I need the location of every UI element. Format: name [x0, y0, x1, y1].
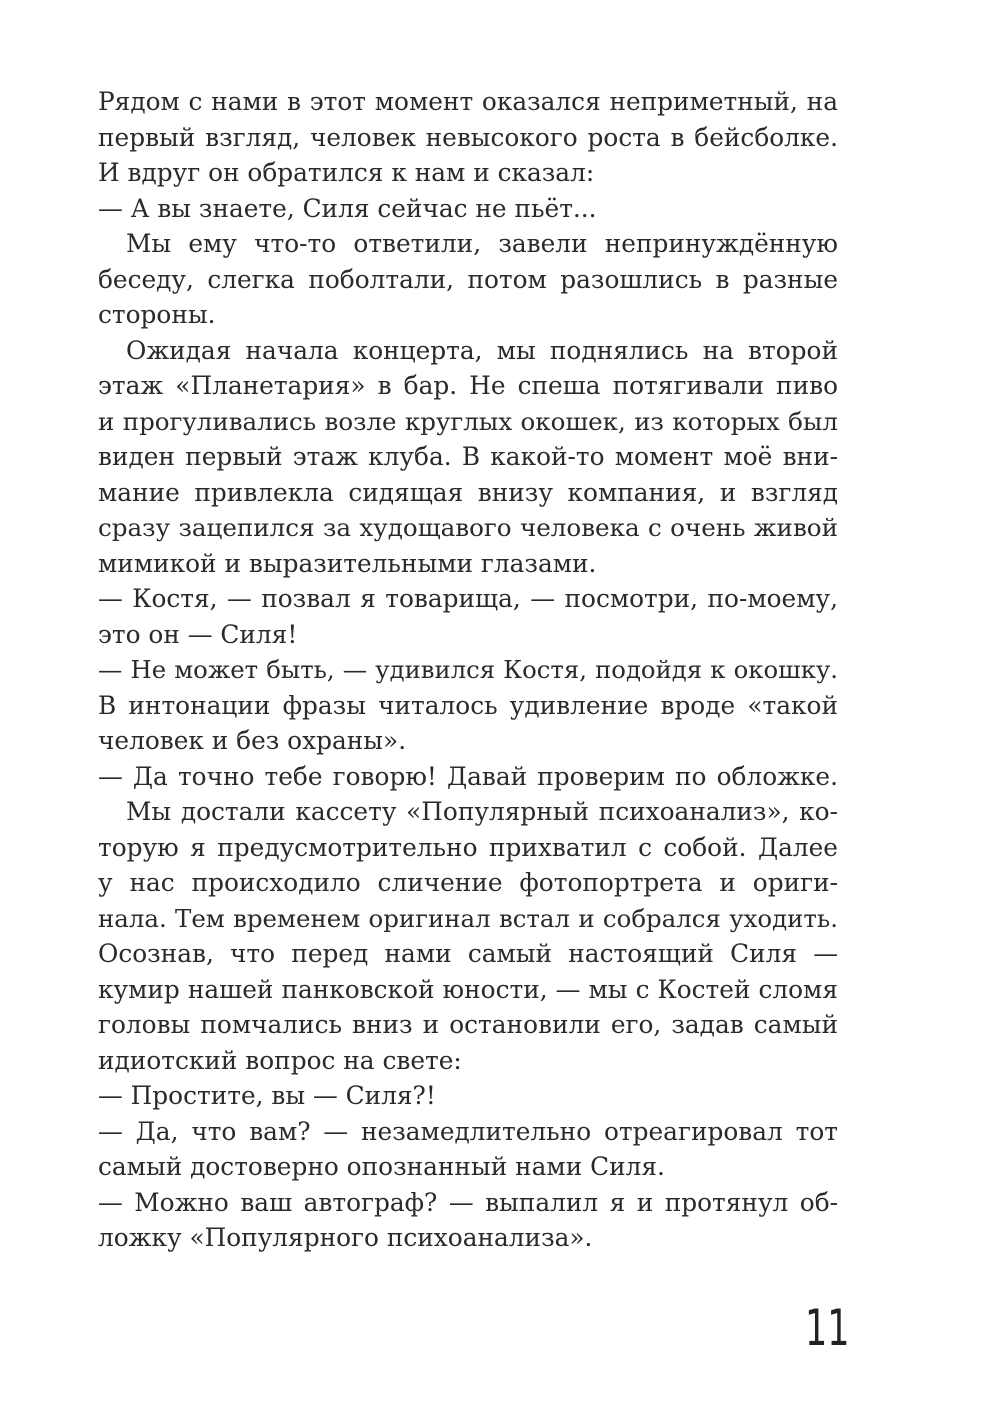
text-line: И вдруг он обратился к нам и сказал: [98, 158, 595, 187]
text-line: головы помчались вниз и остановили его, задав самый [98, 1010, 838, 1039]
text-line: человек и без охраны». [98, 726, 407, 755]
text-line: — А вы знаете, Силя сейчас не пьёт... [98, 193, 597, 223]
text-line: этаж «Планетария» в бар. Не спеша потягивали пиво [98, 371, 838, 400]
text-line: нала. Тем временем оригинал встал и собрался уходить. [98, 903, 838, 933]
text-line: первый взгляд, человек невысокого роста в бейсболке. [98, 122, 838, 152]
text-line: у нас происходило сличение фотопортрета и ориги- [98, 868, 838, 897]
text-line: мание привлекла сидящая внизу компания, и взгляд [98, 477, 838, 507]
text-line: кумир нашей панковской юности, — мы с Костей сломя [98, 974, 838, 1004]
text-line: Рядом с нами в этот момент оказался неприметный, на [98, 87, 838, 116]
text-line: и прогуливались возле круглых окошек, из которых был [98, 406, 838, 436]
text-line: В интонации фразы читалось удивление вроде «такой [98, 690, 838, 720]
text-line: Осознав, что перед нами самый настоящий Силя — [98, 939, 838, 968]
body-text [98, 84, 838, 1256]
text-line: это он — Силя! [98, 619, 298, 649]
text-line: — Не может быть, — удивился Костя, подойдя к окошку. [98, 655, 838, 684]
text-line: — Можно ваш автограф? — выпалил я и протянул об- [98, 1187, 838, 1217]
text-line: виден первый этаж клуба. В какой-то момент моё вни- [98, 442, 838, 471]
text-line: сразу зацепился за худощавого человека с очень живой [98, 513, 838, 542]
text-line: — Простите, вы — Силя?! [98, 1081, 436, 1110]
text-line: самый достоверно опознанный нами Силя. [98, 1152, 665, 1181]
text-line: — Костя, — позвал я товарища, — посмотри, по-моему, [98, 584, 838, 613]
text-line: торую я предусмотрительно прихватил с собой. Далее [98, 832, 838, 862]
text-line: — Да точно тебе говорю! Давай проверим по обложке. [98, 761, 838, 791]
page-number: 11 [805, 1299, 850, 1357]
text-line: мимикой и выразительными глазами. [98, 548, 597, 578]
text-line: идиотский вопрос на свете: [98, 1045, 462, 1075]
text-line: стороны. [98, 300, 216, 329]
text-line: — Да, что вам? — незамедлительно отреагировал тот [98, 1116, 838, 1146]
text-line: Мы ему что-то ответили, завели непринуждённую [126, 229, 838, 258]
text-line: Ожидая начала концерта, мы поднялись на второй [126, 335, 838, 365]
text-line: Мы достали кассету «Популярный психоанализ», ко- [126, 797, 838, 826]
text-line: ложку «Популярного психоанализа». [98, 1223, 593, 1252]
text-line: беседу, слегка поболтали, потом разошлись в разные [98, 264, 838, 294]
